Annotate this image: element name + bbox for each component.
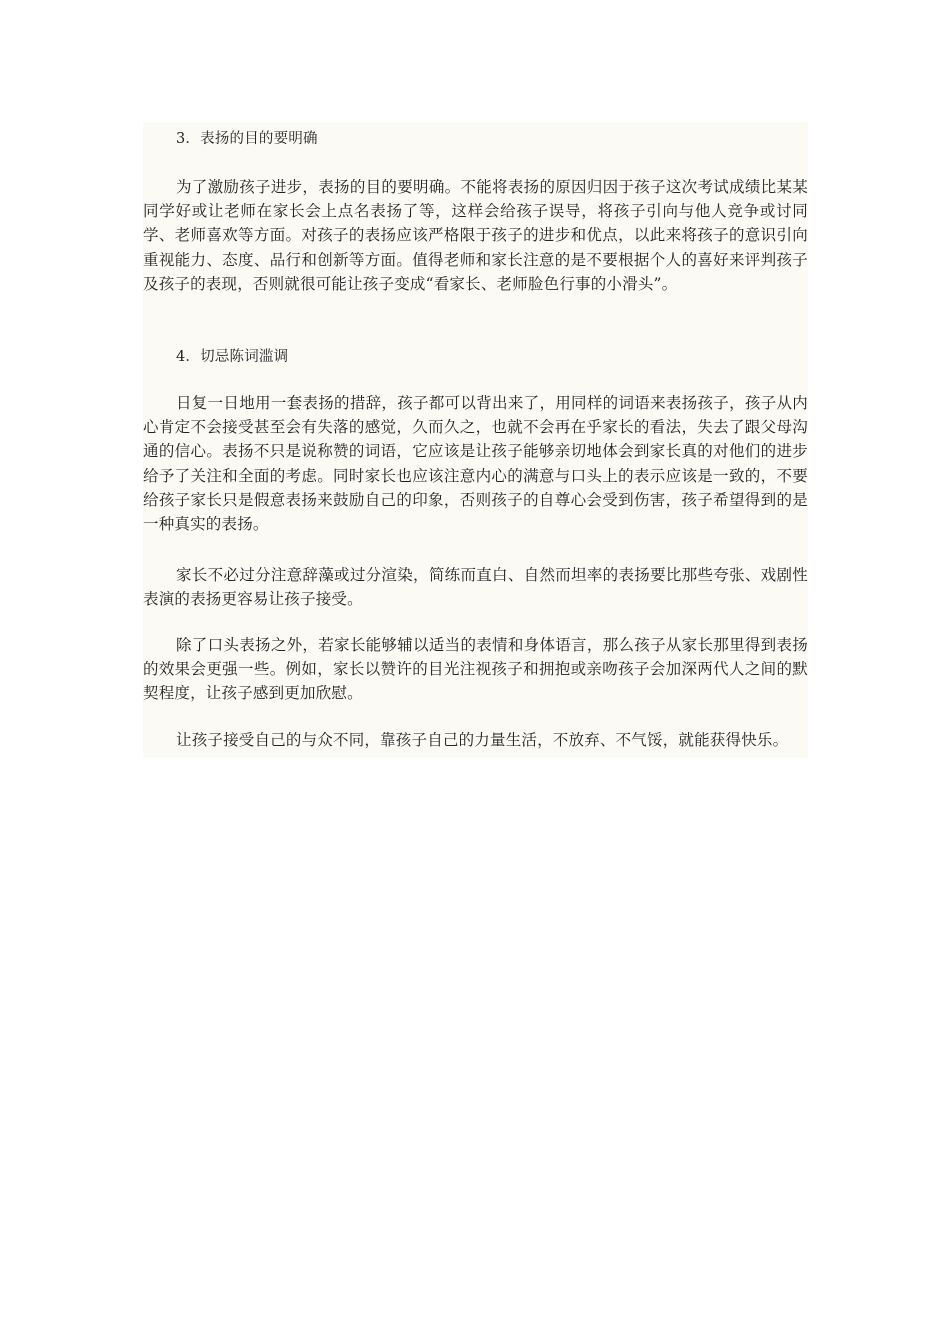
paragraph-plain-praise: 家长不必过分注意辞藻或过分渲染，简练而直白、自然而坦率的表扬要比那些夸张、戏剧性表演的表扬更容易让孩子接受。 [143,566,808,609]
paragraph-body-language: 除了口头表扬之外，若家长能够辅以适当的表情和身体语言，那么孩子从家长那里得到表扬的效果会更强一些。例如，家长以赞许的目光注视孩子和拥抱或亲吻孩子会加深两代人之间的默契程度，让孩子感到更加欣慰。 [143,636,808,703]
section-heading-3: 3．表扬的目的要明确 [176,131,318,147]
paragraph-closing: 让孩子接受自己的与众不同，靠孩子自己的力量生活，不放弃、不气馁，就能获得快乐。 [176,731,789,749]
paragraph-praise-purpose: 为了激励孩子进步，表扬的目的要明确。不能将表扬的原因归因于孩子这次考试成绩比某某同学好或让老师在家长会上点名表扬了等，这样会给孩子误导，将孩子引向与他人竞争或讨同学、老师喜欢等方面。对孩子的表扬应该严格限于孩子的进步和优点，以此来将孩子的意识引向重视能力、态度、品行和创新等方面。值得老师和家长注意的是不要根据个人的喜好来评判孩子及孩子的表现，否则就很可能让孩子变成“看家长、老师脸色行事的小滑头”。 [143,178,808,293]
article-body [143,122,808,758]
paragraph-avoid-cliches: 日复一日地用一套表扬的措辞，孩子都可以背出来了，用同样的词语来表扬孩子，孩子从内心肯定不会接受甚至会有失落的感觉，久而久之，也就不会再在乎家长的看法，失去了跟父母沟通的信心。表扬不只是说称赞的词语，它应该是让孩子能够亲切地体会到家长真的对他们的进步给予了关注和全面的考虑。同时家长也应该注意内心的满意与口头上的表示应该是一致的，不要给孩子家长只是假意表扬来鼓励自己的印象，否则孩子的自尊心会受到伤害，孩子希望得到的是一种真实的表扬。 [143,394,808,534]
section-heading-4: 4．切忌陈词滥调 [176,349,289,365]
